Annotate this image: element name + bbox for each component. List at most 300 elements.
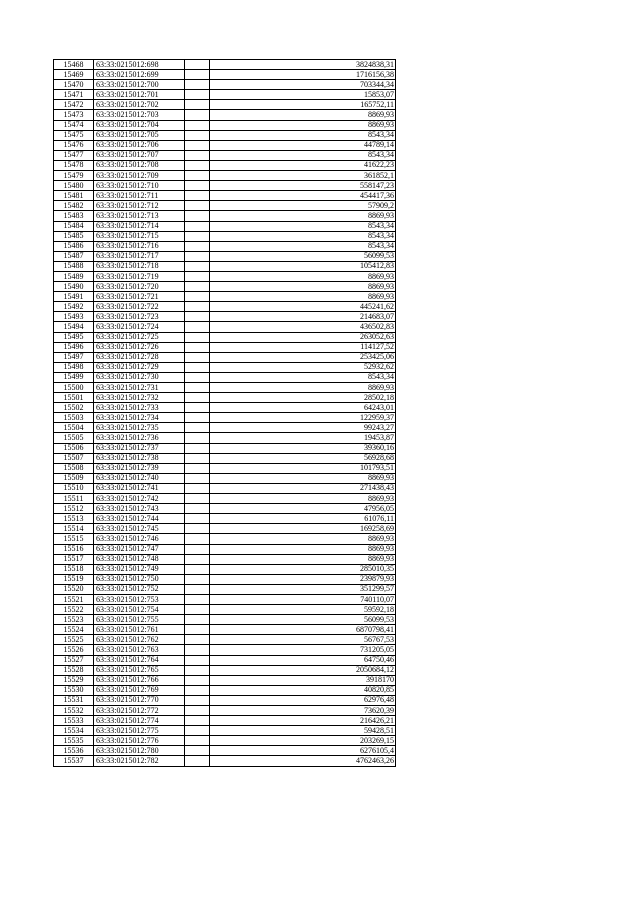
cadastral-value-cell: 59428,51 xyxy=(210,726,396,736)
cadastral-value-cell: 8543,34 xyxy=(210,150,396,160)
row-number-cell: 15477 xyxy=(54,150,94,160)
cadastral-value-cell: 64243,01 xyxy=(210,403,396,413)
row-number-cell: 15468 xyxy=(54,60,94,70)
table-body xyxy=(54,60,396,767)
row-number-cell: 15490 xyxy=(54,282,94,292)
empty-cell xyxy=(185,544,210,554)
cadastral-number-cell: 63:33:0215012:708 xyxy=(94,160,185,170)
row-number-cell: 15505 xyxy=(54,433,94,443)
row-number-cell: 15534 xyxy=(54,726,94,736)
table-row xyxy=(54,494,396,504)
row-number-cell: 15494 xyxy=(54,322,94,332)
row-number-cell: 15492 xyxy=(54,302,94,312)
row-number-cell: 15484 xyxy=(54,221,94,231)
empty-cell xyxy=(185,191,210,201)
cadastral-number-cell: 63:33:0215012:718 xyxy=(94,261,185,271)
cadastral-number-cell: 63:33:0215012:721 xyxy=(94,292,185,302)
empty-cell xyxy=(185,726,210,736)
table-row xyxy=(54,130,396,140)
table-row xyxy=(54,251,396,261)
empty-cell xyxy=(185,584,210,594)
cadastral-number-cell: 63:33:0215012:716 xyxy=(94,241,185,251)
row-number-cell: 15524 xyxy=(54,625,94,635)
table-row xyxy=(54,302,396,312)
cadastral-value-cell: 101793,51 xyxy=(210,463,396,473)
empty-cell xyxy=(185,655,210,665)
row-number-cell: 15489 xyxy=(54,271,94,281)
table-row xyxy=(54,655,396,665)
cadastral-number-cell: 63:33:0215012:746 xyxy=(94,534,185,544)
cadastral-number-cell: 63:33:0215012:729 xyxy=(94,362,185,372)
cadastral-number-cell: 63:33:0215012:710 xyxy=(94,181,185,191)
row-number-cell: 15537 xyxy=(54,756,94,766)
row-number-cell: 15493 xyxy=(54,312,94,322)
cadastral-number-cell: 63:33:0215012:699 xyxy=(94,70,185,80)
cadastral-value-cell: 57909,2 xyxy=(210,201,396,211)
empty-cell xyxy=(185,615,210,625)
cadastral-number-cell: 63:33:0215012:736 xyxy=(94,433,185,443)
cadastral-value-cell: 62976,48 xyxy=(210,695,396,705)
cadastral-number-cell: 63:33:0215012:745 xyxy=(94,524,185,534)
cadastral-number-cell: 63:33:0215012:717 xyxy=(94,251,185,261)
table-row xyxy=(54,241,396,251)
cadastral-value-cell: 3918170 xyxy=(210,675,396,685)
cadastral-number-cell: 63:33:0215012:752 xyxy=(94,584,185,594)
cadastral-value-cell: 216426,21 xyxy=(210,716,396,726)
cadastral-number-cell: 63:33:0215012:764 xyxy=(94,655,185,665)
empty-cell xyxy=(185,443,210,453)
cadastral-value-cell: 8543,34 xyxy=(210,241,396,251)
empty-cell xyxy=(185,231,210,241)
row-number-cell: 15506 xyxy=(54,443,94,453)
table-row xyxy=(54,605,396,615)
row-number-cell: 15500 xyxy=(54,383,94,393)
cadastral-value-cell: 740110,07 xyxy=(210,594,396,604)
empty-cell xyxy=(185,453,210,463)
cadastral-value-cell: 8869,93 xyxy=(210,282,396,292)
row-number-cell: 15478 xyxy=(54,160,94,170)
table-row xyxy=(54,191,396,201)
empty-cell xyxy=(185,706,210,716)
row-number-cell: 15523 xyxy=(54,615,94,625)
cadastral-value-cell: 19453,87 xyxy=(210,433,396,443)
table-row xyxy=(54,282,396,292)
empty-cell xyxy=(185,393,210,403)
row-number-cell: 15482 xyxy=(54,201,94,211)
empty-cell xyxy=(185,130,210,140)
table-row xyxy=(54,594,396,604)
empty-cell xyxy=(185,504,210,514)
cadastral-value-table xyxy=(53,59,396,767)
row-number-cell: 15501 xyxy=(54,393,94,403)
cadastral-value-cell: 56928,68 xyxy=(210,453,396,463)
empty-cell xyxy=(185,211,210,221)
table-row xyxy=(54,726,396,736)
cadastral-value-cell: 122959,37 xyxy=(210,413,396,423)
empty-cell xyxy=(185,625,210,635)
table-row xyxy=(54,271,396,281)
table-row xyxy=(54,140,396,150)
empty-cell xyxy=(185,594,210,604)
cadastral-number-cell: 63:33:0215012:725 xyxy=(94,332,185,342)
cadastral-value-cell: 44789,14 xyxy=(210,140,396,150)
table-row xyxy=(54,231,396,241)
row-number-cell: 15510 xyxy=(54,483,94,493)
empty-cell xyxy=(185,110,210,120)
cadastral-number-cell: 63:33:0215012:722 xyxy=(94,302,185,312)
cadastral-value-cell: 8869,93 xyxy=(210,383,396,393)
empty-cell xyxy=(185,413,210,423)
row-number-cell: 15513 xyxy=(54,514,94,524)
empty-cell xyxy=(185,332,210,342)
cadastral-number-cell: 63:33:0215012:737 xyxy=(94,443,185,453)
row-number-cell: 15487 xyxy=(54,251,94,261)
row-number-cell: 15517 xyxy=(54,554,94,564)
cadastral-number-cell: 63:33:0215012:714 xyxy=(94,221,185,231)
row-number-cell: 15470 xyxy=(54,80,94,90)
table-row xyxy=(54,695,396,705)
cadastral-value-cell: 1716156,38 xyxy=(210,70,396,80)
cadastral-value-cell: 285010,35 xyxy=(210,564,396,574)
table-row xyxy=(54,90,396,100)
cadastral-number-cell: 63:33:0215012:740 xyxy=(94,473,185,483)
cadastral-number-cell: 63:33:0215012:704 xyxy=(94,120,185,130)
table-row xyxy=(54,393,396,403)
cadastral-value-cell: 8869,93 xyxy=(210,292,396,302)
table-row xyxy=(54,746,396,756)
table-row xyxy=(54,60,396,70)
cadastral-number-cell: 63:33:0215012:732 xyxy=(94,393,185,403)
table-row xyxy=(54,615,396,625)
empty-cell xyxy=(185,463,210,473)
empty-cell xyxy=(185,201,210,211)
cadastral-value-cell: 454417,36 xyxy=(210,191,396,201)
cadastral-value-cell: 40820,85 xyxy=(210,685,396,695)
table-row xyxy=(54,261,396,271)
cadastral-number-cell: 63:33:0215012:772 xyxy=(94,706,185,716)
table-row xyxy=(54,645,396,655)
empty-cell xyxy=(185,322,210,332)
table-row xyxy=(54,332,396,342)
cadastral-number-cell: 63:33:0215012:705 xyxy=(94,130,185,140)
row-number-cell: 15471 xyxy=(54,90,94,100)
cadastral-number-cell: 63:33:0215012:698 xyxy=(94,60,185,70)
cadastral-number-cell: 63:33:0215012:711 xyxy=(94,191,185,201)
table-row xyxy=(54,413,396,423)
empty-cell xyxy=(185,716,210,726)
table-row xyxy=(54,362,396,372)
empty-cell xyxy=(185,756,210,766)
cadastral-number-cell: 63:33:0215012:755 xyxy=(94,615,185,625)
cadastral-number-cell: 63:33:0215012:742 xyxy=(94,494,185,504)
row-number-cell: 15485 xyxy=(54,231,94,241)
table-row xyxy=(54,372,396,382)
cadastral-number-cell: 63:33:0215012:753 xyxy=(94,594,185,604)
row-number-cell: 15536 xyxy=(54,746,94,756)
table-row xyxy=(54,322,396,332)
cadastral-value-cell: 8869,93 xyxy=(210,271,396,281)
table-row xyxy=(54,211,396,221)
cadastral-number-cell: 63:33:0215012:726 xyxy=(94,342,185,352)
row-number-cell: 15481 xyxy=(54,191,94,201)
empty-cell xyxy=(185,746,210,756)
cadastral-value-cell: 105412,83 xyxy=(210,261,396,271)
cadastral-value-cell: 64750,46 xyxy=(210,655,396,665)
table-row xyxy=(54,120,396,130)
empty-cell xyxy=(185,685,210,695)
cadastral-number-cell: 63:33:0215012:715 xyxy=(94,231,185,241)
cadastral-number-cell: 63:33:0215012:765 xyxy=(94,665,185,675)
row-number-cell: 15511 xyxy=(54,494,94,504)
table-row xyxy=(54,635,396,645)
table-row xyxy=(54,453,396,463)
cadastral-number-cell: 63:33:0215012:770 xyxy=(94,695,185,705)
cadastral-value-cell: 8543,34 xyxy=(210,231,396,241)
empty-cell xyxy=(185,554,210,564)
table-row xyxy=(54,685,396,695)
empty-cell xyxy=(185,302,210,312)
table-row xyxy=(54,171,396,181)
table-row xyxy=(54,292,396,302)
cadastral-value-cell: 8869,93 xyxy=(210,120,396,130)
row-number-cell: 15514 xyxy=(54,524,94,534)
cadastral-value-cell: 61076,11 xyxy=(210,514,396,524)
cadastral-number-cell: 63:33:0215012:713 xyxy=(94,211,185,221)
empty-cell xyxy=(185,342,210,352)
cadastral-value-cell: 52932,62 xyxy=(210,362,396,372)
cadastral-number-cell: 63:33:0215012:702 xyxy=(94,100,185,110)
cadastral-value-cell: 165752,11 xyxy=(210,100,396,110)
cadastral-value-cell: 731205,05 xyxy=(210,645,396,655)
cadastral-value-cell: 8543,34 xyxy=(210,221,396,231)
table-row xyxy=(54,473,396,483)
cadastral-number-cell: 63:33:0215012:719 xyxy=(94,271,185,281)
table-row xyxy=(54,504,396,514)
row-number-cell: 15503 xyxy=(54,413,94,423)
table-row xyxy=(54,70,396,80)
empty-cell xyxy=(185,433,210,443)
empty-cell xyxy=(185,534,210,544)
cadastral-value-cell: 39360,16 xyxy=(210,443,396,453)
row-number-cell: 15498 xyxy=(54,362,94,372)
row-number-cell: 15530 xyxy=(54,685,94,695)
cadastral-value-cell: 6276105,4 xyxy=(210,746,396,756)
cadastral-number-cell: 63:33:0215012:731 xyxy=(94,383,185,393)
row-number-cell: 15480 xyxy=(54,181,94,191)
cadastral-number-cell: 63:33:0215012:748 xyxy=(94,554,185,564)
table-row xyxy=(54,423,396,433)
row-number-cell: 15529 xyxy=(54,675,94,685)
cadastral-number-cell: 63:33:0215012:782 xyxy=(94,756,185,766)
empty-cell xyxy=(185,140,210,150)
cadastral-value-cell: 56767,53 xyxy=(210,635,396,645)
row-number-cell: 15486 xyxy=(54,241,94,251)
cadastral-number-cell: 63:33:0215012:724 xyxy=(94,322,185,332)
empty-cell xyxy=(185,271,210,281)
cadastral-number-cell: 63:33:0215012:741 xyxy=(94,483,185,493)
row-number-cell: 15533 xyxy=(54,716,94,726)
empty-cell xyxy=(185,352,210,362)
empty-cell xyxy=(185,383,210,393)
empty-cell xyxy=(185,100,210,110)
empty-cell xyxy=(185,645,210,655)
row-number-cell: 15483 xyxy=(54,211,94,221)
cadastral-number-cell: 63:33:0215012:749 xyxy=(94,564,185,574)
empty-cell xyxy=(185,362,210,372)
row-number-cell: 15497 xyxy=(54,352,94,362)
table-row xyxy=(54,483,396,493)
cadastral-value-cell: 8869,93 xyxy=(210,211,396,221)
row-number-cell: 15504 xyxy=(54,423,94,433)
cadastral-number-cell: 63:33:0215012:723 xyxy=(94,312,185,322)
table-row xyxy=(54,312,396,322)
empty-cell xyxy=(185,241,210,251)
row-number-cell: 15499 xyxy=(54,372,94,382)
table-row xyxy=(54,554,396,564)
cadastral-number-cell: 63:33:0215012:720 xyxy=(94,282,185,292)
table-row xyxy=(54,524,396,534)
empty-cell xyxy=(185,312,210,322)
cadastral-value-cell: 47956,05 xyxy=(210,504,396,514)
row-number-cell: 15491 xyxy=(54,292,94,302)
cadastral-value-cell: 15853,07 xyxy=(210,90,396,100)
row-number-cell: 15476 xyxy=(54,140,94,150)
table-row xyxy=(54,534,396,544)
cadastral-number-cell: 63:33:0215012:706 xyxy=(94,140,185,150)
cadastral-number-cell: 63:33:0215012:707 xyxy=(94,150,185,160)
empty-cell xyxy=(185,171,210,181)
empty-cell xyxy=(185,665,210,675)
row-number-cell: 15532 xyxy=(54,706,94,716)
cadastral-value-cell: 8869,93 xyxy=(210,110,396,120)
empty-cell xyxy=(185,261,210,271)
table-row xyxy=(54,160,396,170)
row-number-cell: 15535 xyxy=(54,736,94,746)
cadastral-number-cell: 63:33:0215012:754 xyxy=(94,605,185,615)
empty-cell xyxy=(185,403,210,413)
row-number-cell: 15518 xyxy=(54,564,94,574)
row-number-cell: 15531 xyxy=(54,695,94,705)
empty-cell xyxy=(185,635,210,645)
table-row xyxy=(54,150,396,160)
empty-cell xyxy=(185,514,210,524)
row-number-cell: 15502 xyxy=(54,403,94,413)
cadastral-value-cell: 8869,93 xyxy=(210,473,396,483)
cadastral-value-cell: 59592,18 xyxy=(210,605,396,615)
cadastral-number-cell: 63:33:0215012:733 xyxy=(94,403,185,413)
empty-cell xyxy=(185,524,210,534)
empty-cell xyxy=(185,150,210,160)
cadastral-value-cell: 28502,18 xyxy=(210,393,396,403)
empty-cell xyxy=(185,574,210,584)
cadastral-value-cell: 214683,07 xyxy=(210,312,396,322)
row-number-cell: 15521 xyxy=(54,594,94,604)
empty-cell xyxy=(185,70,210,80)
cadastral-number-cell: 63:33:0215012:769 xyxy=(94,685,185,695)
empty-cell xyxy=(185,282,210,292)
cadastral-value-cell: 2050684,12 xyxy=(210,665,396,675)
empty-cell xyxy=(185,483,210,493)
row-number-cell: 15488 xyxy=(54,261,94,271)
row-number-cell: 15519 xyxy=(54,574,94,584)
cadastral-value-cell: 253425,06 xyxy=(210,352,396,362)
cadastral-number-cell: 63:33:0215012:744 xyxy=(94,514,185,524)
cadastral-value-cell: 6870798,41 xyxy=(210,625,396,635)
empty-cell xyxy=(185,473,210,483)
table-row xyxy=(54,584,396,594)
table-row xyxy=(54,514,396,524)
row-number-cell: 15528 xyxy=(54,665,94,675)
cadastral-value-cell: 8869,93 xyxy=(210,554,396,564)
cadastral-number-cell: 63:33:0215012:730 xyxy=(94,372,185,382)
table-row xyxy=(54,716,396,726)
cadastral-number-cell: 63:33:0215012:774 xyxy=(94,716,185,726)
empty-cell xyxy=(185,160,210,170)
table-row xyxy=(54,574,396,584)
cadastral-value-cell: 114127,52 xyxy=(210,342,396,352)
cadastral-number-cell: 63:33:0215012:739 xyxy=(94,463,185,473)
table-row xyxy=(54,221,396,231)
empty-cell xyxy=(185,423,210,433)
row-number-cell: 15472 xyxy=(54,100,94,110)
table-row xyxy=(54,665,396,675)
table-row xyxy=(54,675,396,685)
cadastral-number-cell: 63:33:0215012:747 xyxy=(94,544,185,554)
cadastral-value-cell: 169258,69 xyxy=(210,524,396,534)
cadastral-value-cell: 263052,63 xyxy=(210,332,396,342)
cadastral-number-cell: 63:33:0215012:780 xyxy=(94,746,185,756)
empty-cell xyxy=(185,221,210,231)
row-number-cell: 15479 xyxy=(54,171,94,181)
table-row xyxy=(54,80,396,90)
row-number-cell: 15512 xyxy=(54,504,94,514)
empty-cell xyxy=(185,736,210,746)
cadastral-value-cell: 351299,57 xyxy=(210,584,396,594)
empty-cell xyxy=(185,675,210,685)
row-number-cell: 15525 xyxy=(54,635,94,645)
row-number-cell: 15526 xyxy=(54,645,94,655)
table-row xyxy=(54,544,396,554)
cadastral-number-cell: 63:33:0215012:776 xyxy=(94,736,185,746)
table-row xyxy=(54,433,396,443)
empty-cell xyxy=(185,292,210,302)
cadastral-number-cell: 63:33:0215012:735 xyxy=(94,423,185,433)
cadastral-number-cell: 63:33:0215012:734 xyxy=(94,413,185,423)
empty-cell xyxy=(185,90,210,100)
cadastral-number-cell: 63:33:0215012:763 xyxy=(94,645,185,655)
row-number-cell: 15527 xyxy=(54,655,94,665)
row-number-cell: 15507 xyxy=(54,453,94,463)
cadastral-value-cell: 436502,83 xyxy=(210,322,396,332)
table-row xyxy=(54,201,396,211)
cadastral-value-cell: 8869,93 xyxy=(210,544,396,554)
row-number-cell: 15516 xyxy=(54,544,94,554)
cadastral-value-cell: 239879,93 xyxy=(210,574,396,584)
cadastral-number-cell: 63:33:0215012:738 xyxy=(94,453,185,463)
row-number-cell: 15473 xyxy=(54,110,94,120)
row-number-cell: 15522 xyxy=(54,605,94,615)
cadastral-number-cell: 63:33:0215012:766 xyxy=(94,675,185,685)
row-number-cell: 15496 xyxy=(54,342,94,352)
empty-cell xyxy=(185,494,210,504)
cadastral-number-cell: 63:33:0215012:701 xyxy=(94,90,185,100)
cadastral-value-cell: 56099,53 xyxy=(210,615,396,625)
table-row xyxy=(54,625,396,635)
empty-cell xyxy=(185,181,210,191)
row-number-cell: 15469 xyxy=(54,70,94,80)
row-number-cell: 15508 xyxy=(54,463,94,473)
row-number-cell: 15495 xyxy=(54,332,94,342)
